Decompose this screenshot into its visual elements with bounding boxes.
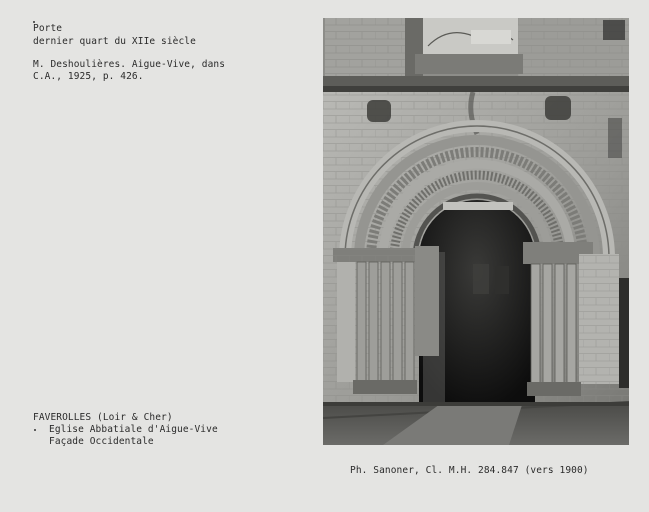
church-name: Eglise Abbatiale d'Aigue-Vive [49, 424, 218, 435]
photo-credit: Ph. Sanoner, Cl. M.H. 284.847 (vers 1900) [350, 465, 589, 476]
reference-line-2: C.A., 1925, p. 426. [33, 71, 144, 82]
facade-label: Façade Occidentale [49, 436, 154, 447]
reference-line: M. Deshoulières. Aigue-Vive, dans [33, 59, 226, 70]
title-line: Porte [33, 23, 63, 34]
portal-photograph [323, 18, 629, 445]
bullet-mark-2 [34, 429, 36, 431]
portal-illustration [323, 18, 629, 445]
date-line: dernier quart du XIIe siècle [33, 36, 196, 47]
location-title: FAVEROLLES (Loir & Cher) [33, 412, 173, 423]
